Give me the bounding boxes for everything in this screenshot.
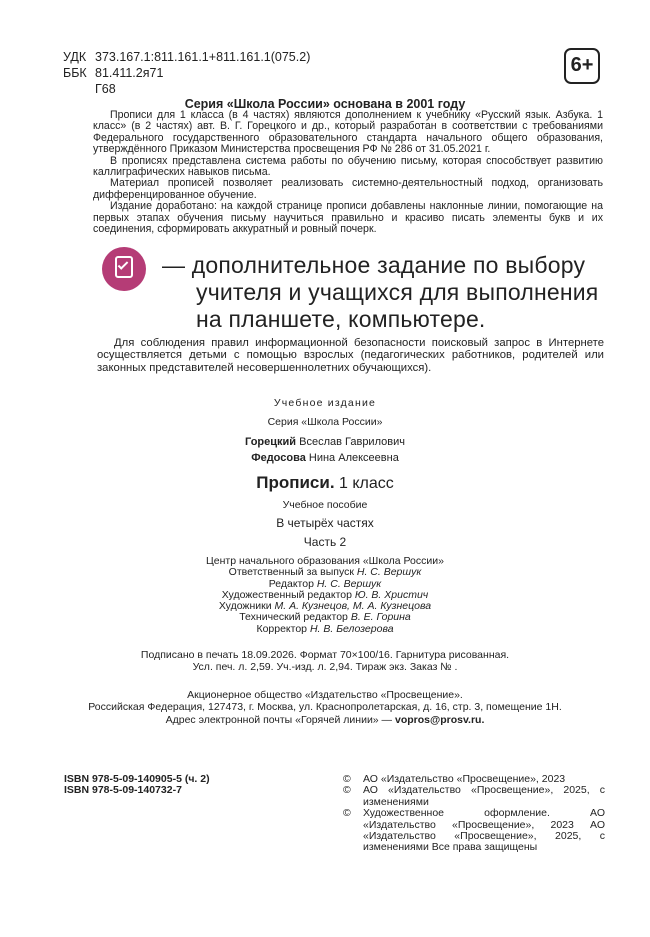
email-label: Адрес электронной почты «Горячей линии» — [165,714,393,726]
copyright-icon: © [343,784,351,797]
book-title [0,473,650,493]
credit-row: Редактор Н. С. Вершук [268,577,382,590]
intro-paragraph: В прописях представлена система работы по обучению письму, которая способствует развитию каллиграфических навыков письма. [93,154,603,179]
udk-label: УДК [63,50,87,64]
bbk-label: ББК [63,66,87,80]
series-founded-line: Серия «Школа России» основана в 2001 году [184,97,466,111]
author-surname: Федосова [251,452,306,464]
title-text: Прописи. [256,473,335,492]
tablet-check-icon [102,247,146,291]
isbn-line: ISBN 978-5-09-140905-5 (ч. 2) [64,773,210,785]
publisher-name: Акционерное общество «Издательство «Просвещение». [187,689,463,701]
author-mark: Г68 [95,82,116,96]
education-center: Центр начального образования «Школа России» [206,555,444,567]
hotline-email [0,714,650,726]
copyright-icon: © [343,807,351,820]
tablet-task-legend [162,252,612,333]
intro-text [93,110,603,235]
intro-paragraph: Издание доработано: на каждой странице прописи добавлены наклонные линии, помогающие на первых этапах обучения письму научиться правильно и красиво писать элементы букв и их соединения, сформировать аккуратный и ровный почерк. [93,200,603,236]
print-line: Подписано в печать 18.09.2026. Формат 70×100/16. Гарнитура рисованная. [140,649,510,661]
edition-type: Учебное издание [273,397,377,409]
credit-row: Корректор Н. В. Белозерова [256,622,394,635]
publication-type: Учебное пособие [282,499,368,511]
print-line: Усл. печ. л. 2,59. Уч.-изд. л. 2,94. Тираж экз. Заказ № . [192,660,458,673]
author-1 [0,436,650,448]
safety-note [97,337,604,374]
credit-row: Художественный редактор Ю. В. Христич [221,588,429,601]
copyright-item: © АО «Издательство «Просвещение», 2023 [343,773,566,785]
grade-text: 1 класс [339,475,394,492]
bbk-value: 81.411.2я71 [95,66,164,80]
print-info [0,650,650,673]
author-surname: Горецкий [245,436,297,448]
legend-line: учителя и учащихся для выполнения [196,279,599,305]
copyright-item: © Художественное оформление. АО «Издательство «Просвещение», 2023 АО «Издательство «Просвещение», 2025, с изменениями Все права защищены [343,807,605,854]
series-name: Серия «Школа России» [267,416,383,428]
udk-value: 373.167.1:811.161.1+811.161.1(075.2) [95,50,311,64]
credit-row: Художники М. А. Кузнецов, М. А. Кузнецова [218,600,432,613]
legend-line: на планшете, компьютере. [196,306,486,332]
part-number: Часть 2 [303,535,347,549]
copyright-icon: © [343,773,351,785]
parts-count: В четырёх частях [276,516,374,530]
publisher-address: Российская Федерация, 127473, г. Москва, ул. Краснопролетарская, д. 16, стр. 3, помещение 1Н. [88,700,562,713]
author-name: Нина Алексеевна [308,452,399,464]
credit-row: Ответственный за выпуск Н. С. Вершук [228,566,422,579]
legend-line: — дополнительное задание по выбору [162,252,586,278]
author-name: Всеслав Гаврилович [299,436,405,448]
isbn-line: ISBN 978-5-09-140732-7 [64,784,182,797]
author-2 [0,452,650,464]
credits-block [0,556,650,635]
age-rating-badge: 6+ [564,48,600,84]
isbn-block [64,774,210,797]
intro-paragraph: Материал прописей позволяет реализовать системно-деятельностный подход, организовать дифференцированное обучение. [93,177,603,201]
intro-paragraph: Прописи для 1 класса (в 4 частях) являются дополнением к учебнику «Русский язык. Азбука. 1 класс» (в 2 частях) авт. В. Г. Горецкого и др., который разработан в соответствии с требованиями Федерального государственного образовательного стандарта начального общего образования, утверждённого Приказом Министерства просвещения РФ № 286 от 31.05.2021 г. [93,109,603,156]
copyright-block [343,774,605,854]
publisher-info [0,690,650,713]
email-address[interactable]: vopros@prosv.ru. [394,714,485,726]
copyright-item: © АО «Издательство «Просвещение», 2025, с изменениями [343,784,605,808]
safety-text: Для соблюдения правил информационной безопасности поисковый запрос в Интернете осуществляется детьми с помощью взрослых (педагогических работников, родителей или законных представителей несовершеннолетних обучающихся). [97,337,604,374]
classification-block [63,49,310,97]
credit-row: Технический редактор В. Е. Горина [239,611,411,624]
